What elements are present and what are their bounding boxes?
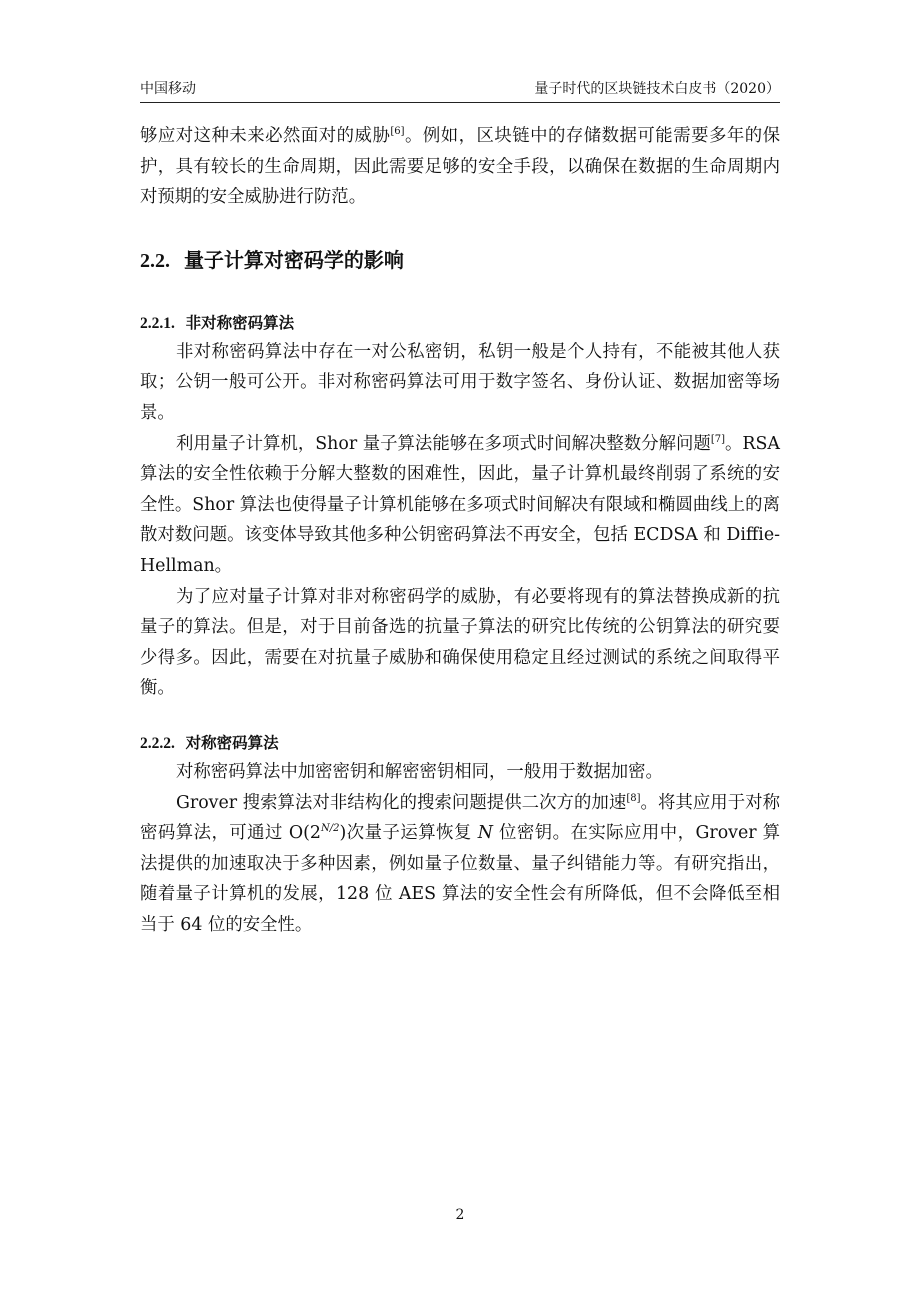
page-number: 2	[455, 1207, 465, 1223]
text-run: 够应对这种未来必然面对的威胁	[140, 126, 391, 146]
exponent: N/2	[321, 823, 340, 835]
citation-8: [8]	[626, 792, 641, 804]
section-heading-2-2-1	[140, 310, 780, 337]
citation-6: [6]	[390, 126, 405, 137]
paragraph-shor	[140, 429, 780, 582]
text-run: Grover 搜索算法对非结构化的搜索问题提供二次方的加速	[176, 792, 627, 813]
section-number: 2.2.	[140, 249, 170, 272]
text-run: 利用量子计算机，Shor 量子算法能够在多项式时间解决整数分解问题	[176, 433, 711, 454]
text-run: 。RSA 算法的安全性依赖于分解大整数的困难性，因此，量子计算机最终削弱了系统的安全性。Shor 算法也使得量子计算机能够在多项式时间解决有限域和椭圆曲线上的离散对数问题。该变体导致其他多种公钥密码算法不再安全，包括 ECDSA 和 Diffie-Hellman。	[140, 433, 780, 576]
paragraph-asymmetric-intro: 非对称密码算法中存在一对公私密钥，私钥一般是个人持有，不能被其他人获取；公钥一般可公开。非对称密码算法可用于数字签名、身份认证、数据加密等场景。	[140, 341, 780, 423]
section-number: 2.2.1.	[140, 314, 175, 332]
header-rule	[140, 102, 780, 103]
text-run: 位密钥。在实际应用中，Grover 算法提供的加速取决于多种因素，例如量子位数量、量子纠错能力等。有研究指出，随着量子计算机的发展，128 位 AES 算法的安全性会有所降低，但不会降低至相当于 64 位的安全性。	[140, 823, 780, 935]
paragraph-continuation	[140, 121, 780, 213]
citation-7: [7]	[710, 433, 725, 445]
variable-n: N	[477, 823, 494, 844]
paragraph-post-quantum: 为了应对量子计算对非对称密码学的威胁，有必要将现有的算法替换成新的抗量子的算法。但是，对于目前备选的抗量子算法的研究比传统的公钥算法的研究要少得多。因此，需要在对抗量子威胁和确保使用稳定且经过测试的系统之间取得平衡。	[140, 586, 780, 699]
section-number: 2.2.2.	[140, 734, 175, 752]
text-run: )次量子运算恢复	[339, 823, 478, 844]
page-content	[140, 121, 780, 940]
section-title: 量子计算对密码学的影响	[183, 247, 404, 272]
section-heading-2-2-2	[140, 730, 780, 757]
page-header	[140, 78, 780, 108]
section-title: 非对称密码算法	[185, 313, 295, 332]
section-heading-2-2	[140, 245, 780, 276]
paragraph-grover	[140, 788, 780, 941]
header-document-title: 量子时代的区块链技术白皮书（2020）	[534, 81, 780, 97]
text-run: 。例如，区块链中的存储数据可能需要多年的保护，具有较长的生命周期，因此需要足够的安全手段，以确保在数据的生命周期内对预期的安全威胁进行防范。	[140, 126, 780, 208]
section-title: 对称密码算法	[185, 733, 279, 752]
header-organization: 中国移动	[140, 81, 196, 97]
paragraph-symmetric-intro: 对称密码算法中加密密钥和解密密钥相同，一般用于数据加密。	[176, 761, 663, 782]
text-run: 。将其应用于对称密码算法，可通过 O(2	[140, 792, 780, 844]
